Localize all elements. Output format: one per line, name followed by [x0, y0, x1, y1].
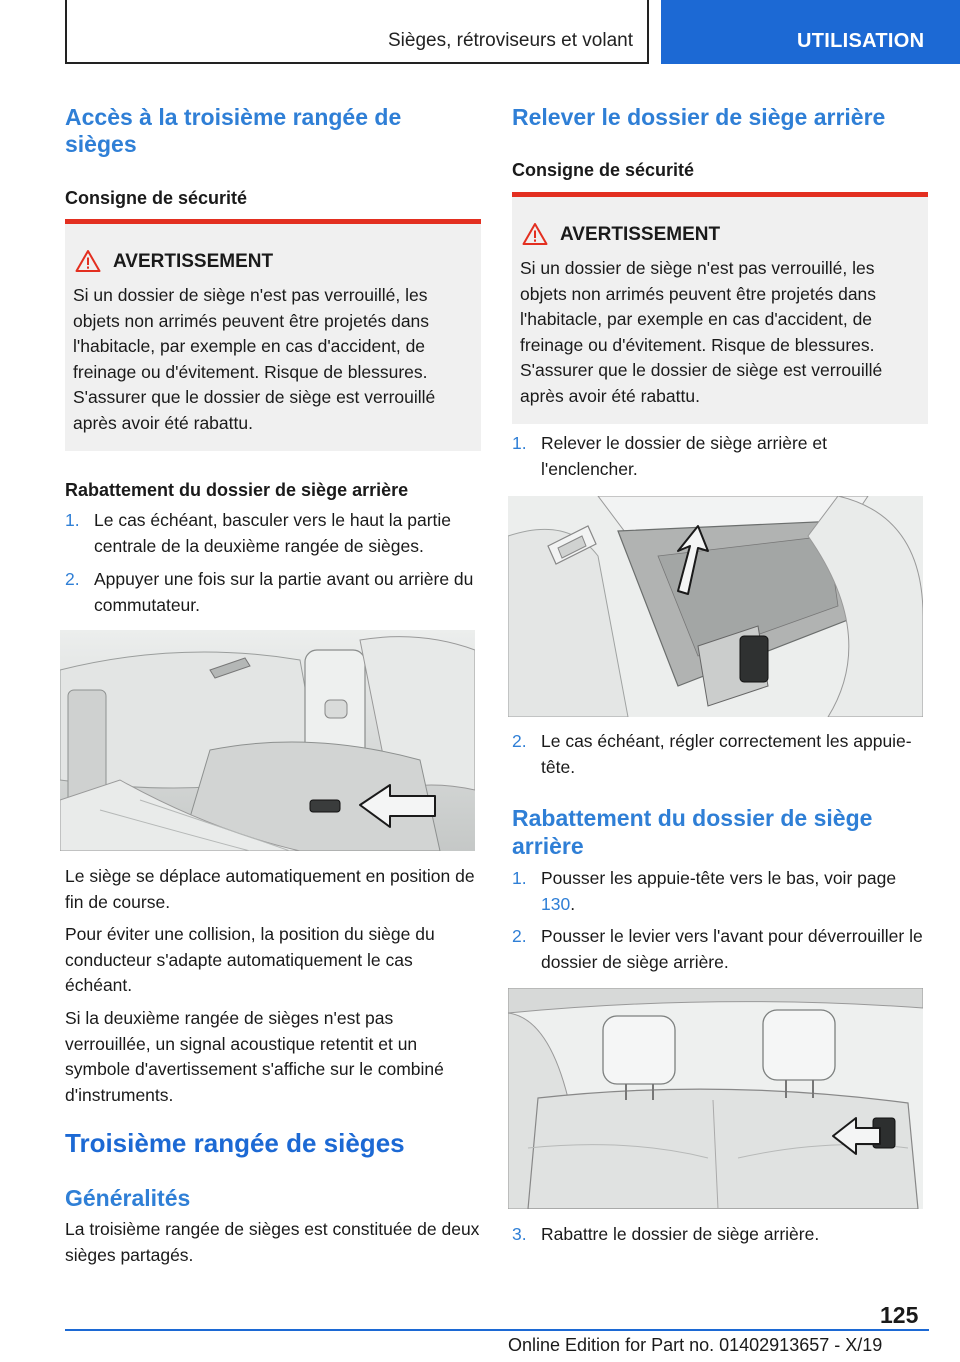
warning-title-left: AVERTISSEMENT: [113, 251, 274, 272]
list-text: Le cas échéant, régler correctement les appuie-tête.: [541, 731, 912, 777]
section-title-fold-backrest: Rabattement du dossier de siège arrière: [512, 805, 873, 859]
fold-heading-left: Rabattement du dossier de siège arrière: [65, 480, 409, 500]
footer-edition-text: Online Edition for Part no. 01402913657 - X/19: [508, 1335, 883, 1355]
page-number: 125: [880, 1302, 919, 1328]
warning-box-right: [512, 192, 928, 424]
paragraph-collision: Pour éviter une collision, la position du siège du conducteur s'adapte automatiquement le cas échéant.: [65, 924, 435, 995]
list-text-end: .: [570, 893, 576, 914]
list-number: 2.: [65, 569, 80, 589]
header-section-title: Sièges, rétroviseurs et volant: [387, 30, 633, 51]
figure-headrests-lever: [508, 988, 923, 1209]
warning-box-left: [65, 219, 481, 451]
warning-triangle-icon: [75, 249, 101, 273]
paragraph-not-locked: Si la deuxième rangée de sièges n'est pas verrouillée, un signal acoustique retentit et un symbole d'avertissement s'affiche sur le combiné d'instruments.: [65, 1008, 444, 1105]
list-text: [541, 866, 928, 917]
paragraph-general: La troisième rangée de sièges est constituée de deux sièges partagés.: [65, 1219, 480, 1265]
list-text: Rabattre le dossier de siège arrière.: [541, 1224, 820, 1244]
list-text: Pousser le levier vers l'avant pour déverrouiller le dossier de siège arrière.: [541, 926, 923, 972]
header-chapter-tab: [661, 0, 960, 64]
section-title-raise-backrest: Relever le dossier de siège arrière: [512, 104, 886, 130]
list-number: 3.: [512, 1224, 527, 1244]
seat-switch-illustration: [60, 630, 475, 851]
header-section-tab: [65, 0, 649, 64]
list-number: 2.: [512, 926, 527, 946]
subsection-title-general: Généralités: [65, 1185, 191, 1211]
safety-heading-left: Consigne de sécurité: [65, 188, 248, 208]
list-text: Appuyer une fois sur la partie avant ou arrière du commutateur.: [94, 569, 474, 615]
section-title-third-row: Troisième rangée de sièges: [65, 1128, 405, 1158]
page-reference-link[interactable]: 130: [541, 893, 571, 914]
warning-text-left: Si un dossier de siège n'est pas verrouillé, les objets non arrimés peuvent être projetés dans l'habitacle, par exemple en cas d'accident, de freinage ou d'évitement. Risque de blessures. S'assurer que le dossier de siège est verrouillé après avoir été rabattu.: [73, 285, 436, 433]
list-number: 1.: [512, 868, 527, 888]
warning-title-right: AVERTISSEMENT: [560, 224, 721, 245]
headrests-lever-illustration: [508, 988, 923, 1209]
warning-text-right: Si un dossier de siège n'est pas verrouillé, les objets non arrimés peuvent être projetés dans l'habitacle, par exemple en cas d'accident, de freinage ou d'évitement. Risque de blessures. S'assurer que le dossier de siège est verrouillé après avoir été rabattu.: [520, 258, 883, 406]
figure-second-row-switch: [60, 630, 475, 851]
list-text: Le cas échéant, basculer vers le haut la partie centrale de la deuxième rangée de sièges.: [94, 510, 452, 556]
safety-heading-right: Consigne de sécurité: [512, 160, 695, 180]
list-number: 1.: [512, 433, 527, 453]
list-number: 2.: [512, 731, 527, 751]
list-number: 1.: [65, 510, 80, 530]
warning-triangle-icon: [522, 222, 548, 246]
figure-backrest-latch: [508, 496, 923, 717]
backrest-latch-illustration: [508, 496, 923, 717]
section-title-access-third-row: Accès à la troisième rangée de sièges: [65, 104, 402, 157]
footer-divider: [65, 1329, 929, 1331]
header-chapter-title: UTILISATION: [797, 30, 925, 52]
list-text-main: Pousser les appuie-tête vers le bas, voir page: [541, 868, 897, 888]
paragraph-auto-move: Le siège se déplace automatiquement en position de fin de course.: [65, 866, 475, 912]
list-text: Relever le dossier de siège arrière et l'enclencher.: [541, 433, 827, 479]
